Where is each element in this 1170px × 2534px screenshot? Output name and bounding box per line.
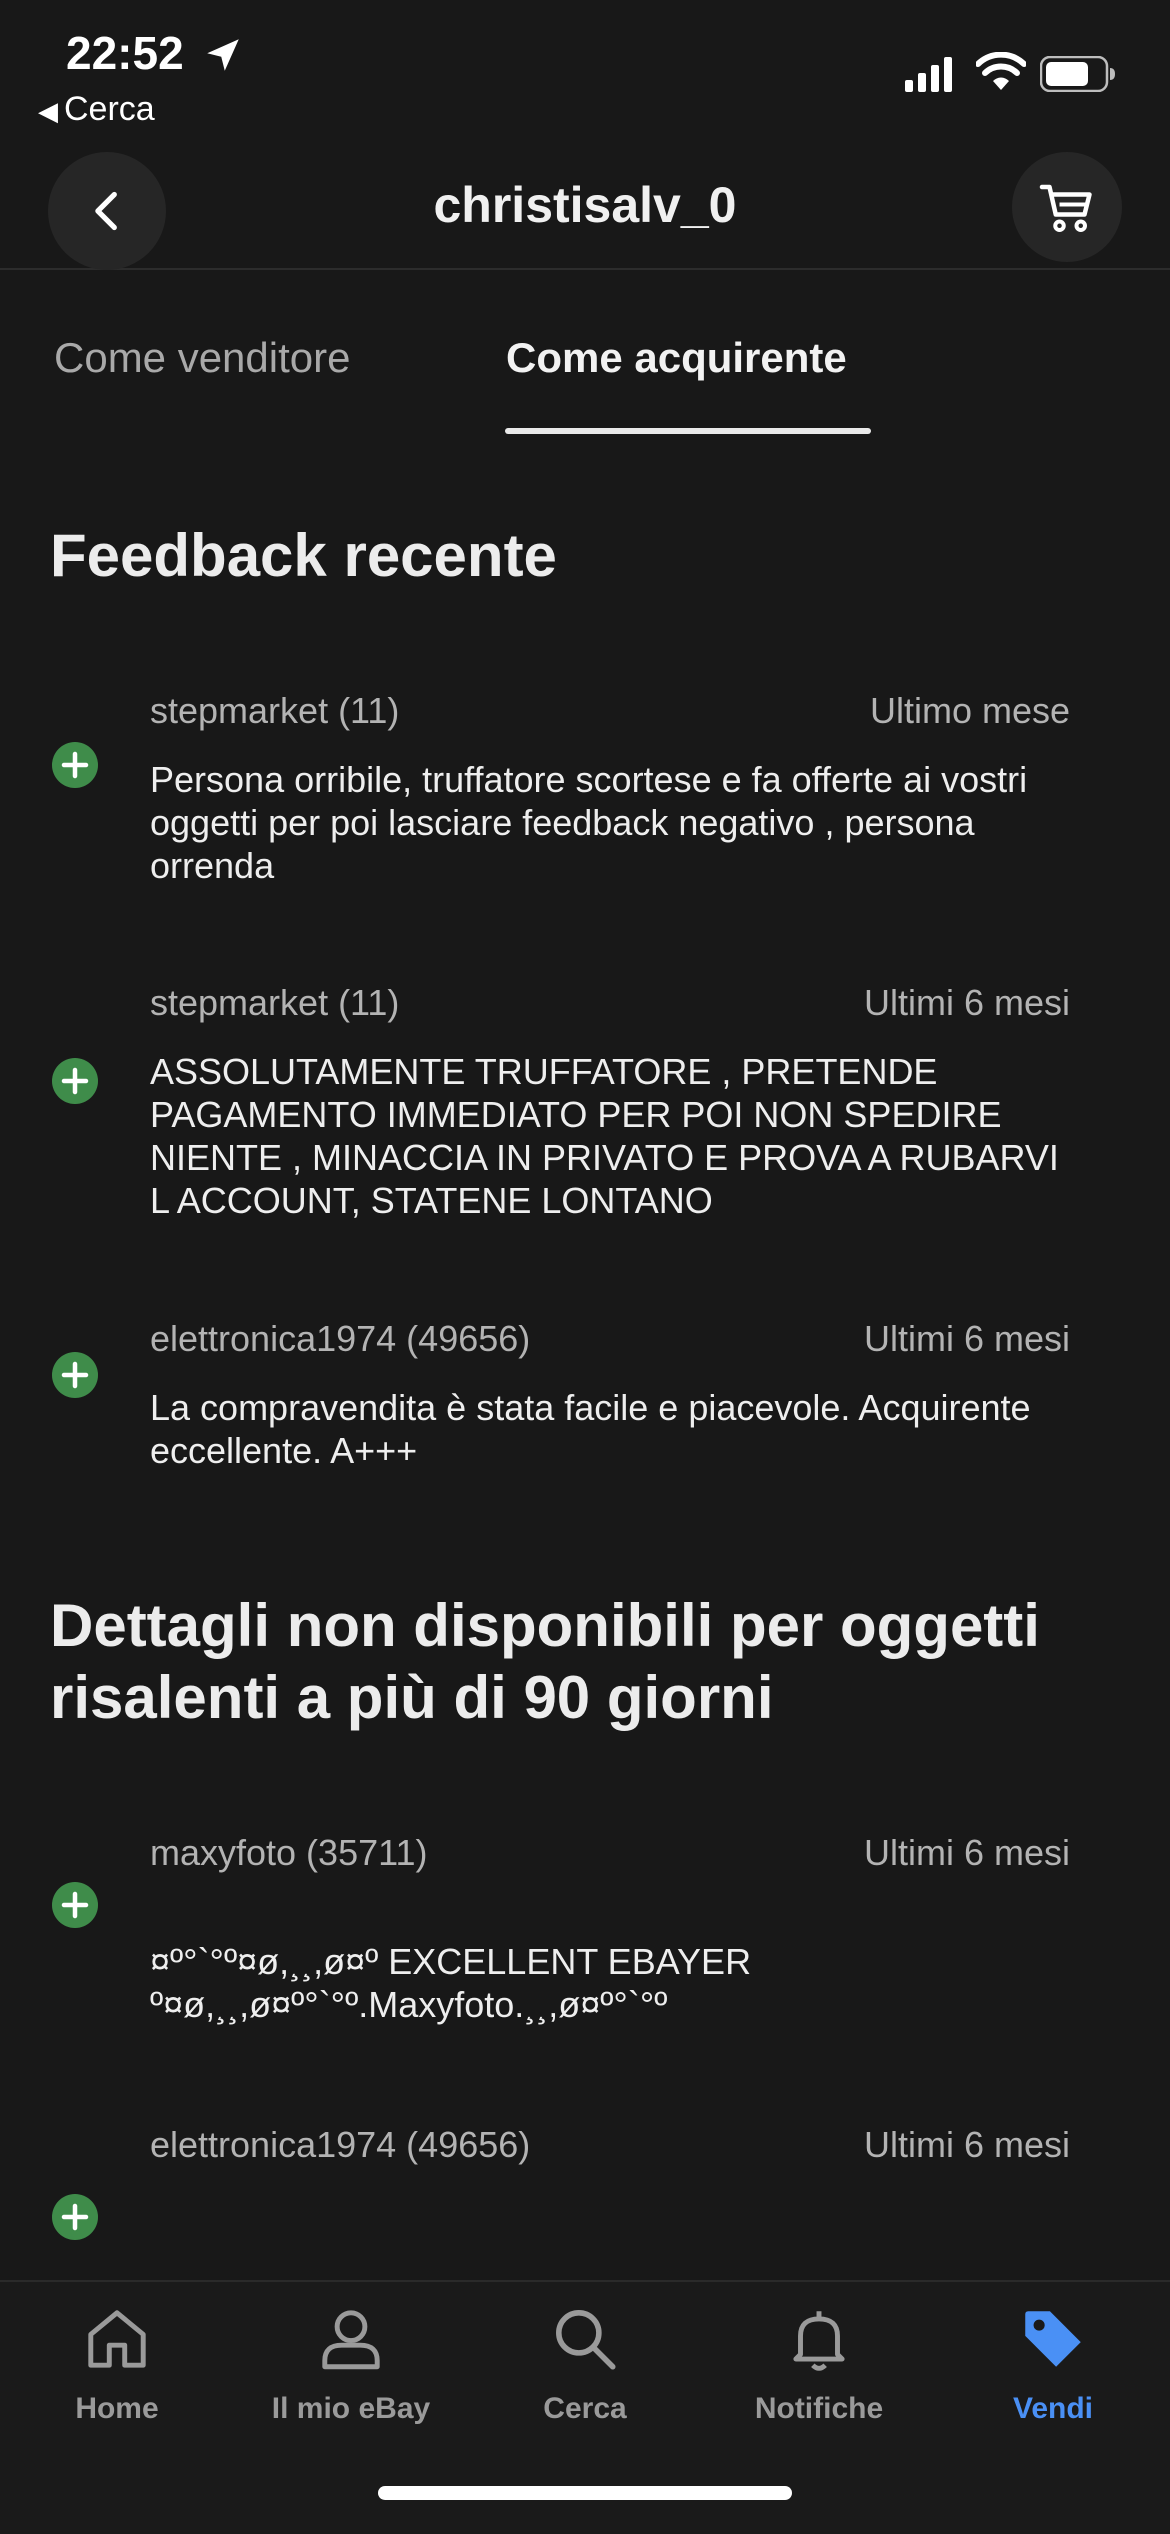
tab-as-seller[interactable]: Come venditore [54, 334, 351, 381]
status-time: 22:52 [66, 27, 184, 79]
cart-button[interactable] [1012, 152, 1122, 262]
battery-icon [1040, 56, 1116, 92]
older-feedback-heading: Dettagli non disponibili per oggetti risalenti a più di 90 giorni [50, 1592, 1040, 1731]
feedback-comment: ¤º°`°º¤ø,¸¸,ø¤º EXCELLENT EBAYER º¤ø,¸¸,ø¤º°`°º.Maxyfoto.¸¸,ø¤º°`°º [150, 1941, 752, 2025]
tag-icon [1016, 2302, 1090, 2376]
navigation-bar [0, 140, 1170, 270]
feedback-period: Ultimo mese [869, 690, 1070, 731]
feedback-period: Ultimi 6 mesi [863, 1318, 1070, 1359]
feedback-period: Ultimi 6 mesi [863, 1832, 1070, 1873]
feedback-user: maxyfoto (35711) [150, 1832, 428, 1873]
cart-icon [1037, 177, 1097, 237]
feedback-user: elettronica1974 (49656) [150, 1318, 531, 1359]
home-icon [80, 2302, 154, 2376]
status-bar [0, 0, 1170, 140]
search-icon [548, 2302, 622, 2376]
page-title: christisalv_0 [433, 177, 737, 233]
tab-sell[interactable] [936, 2302, 1170, 2426]
bell-icon [782, 2302, 856, 2376]
cellular-signal-icon [905, 56, 953, 92]
feedback-user: stepmarket (11) [150, 690, 400, 731]
back-to-app-link[interactable] [38, 90, 155, 129]
feedback-role-tabs [0, 290, 1170, 440]
positive-feedback-icon [52, 1058, 98, 1104]
tab-search-label: Cerca [543, 2392, 627, 2425]
positive-feedback-icon [52, 1882, 98, 1928]
tab-sell-label: Vendi [1012, 2392, 1094, 2425]
tab-notifications[interactable] [702, 2302, 936, 2426]
wifi-icon [976, 52, 1026, 92]
feedback-period: Ultimi 6 mesi [863, 982, 1070, 1023]
tab-search[interactable] [468, 2302, 702, 2426]
person-icon [314, 2302, 388, 2376]
tab-home-label: Home [75, 2392, 159, 2425]
tab-as-buyer[interactable]: Come acquirente [506, 334, 847, 381]
feedback-period: Ultimi 6 mesi [863, 2124, 1070, 2165]
recent-feedback-heading: Feedback recente [50, 522, 557, 589]
feedback-user: stepmarket (11) [150, 982, 400, 1023]
back-app-label: Cerca [64, 90, 155, 128]
positive-feedback-icon [52, 2194, 98, 2240]
positive-feedback-icon [52, 742, 98, 788]
feedback-comment: La compravendita è stata facile e piacevole. Acquirente eccellente. A+++ [150, 1387, 1031, 1471]
home-indicator [378, 2486, 792, 2500]
tab-my-ebay[interactable] [234, 2302, 468, 2426]
tab-home[interactable] [0, 2302, 234, 2426]
feedback-user: elettronica1974 (49656) [150, 2124, 531, 2165]
active-tab-indicator [505, 428, 871, 434]
tab-my-ebay-label: Il mio eBay [271, 2392, 431, 2425]
tab-notifications-label: Notifiche [754, 2392, 884, 2425]
back-triangle-icon: ◀ [38, 96, 58, 126]
location-arrow-icon [202, 34, 244, 76]
positive-feedback-icon [52, 1352, 98, 1398]
feedback-comment: ASSOLUTAMENTE TRUFFATORE , PRETENDE PAGAMENTO IMMEDIATO PER POI NON SPEDIRE NIENTE , MINACCIA IN PRIVATO E PROVA A RUBARVI L ACCOUNT, STATENE LONTANO [150, 1051, 1059, 1221]
feedback-comment: Persona orribile, truffatore scortese e fa offerte ai vostri oggetti per poi lasciare feedback negativo , persona orrenda [150, 759, 1028, 886]
